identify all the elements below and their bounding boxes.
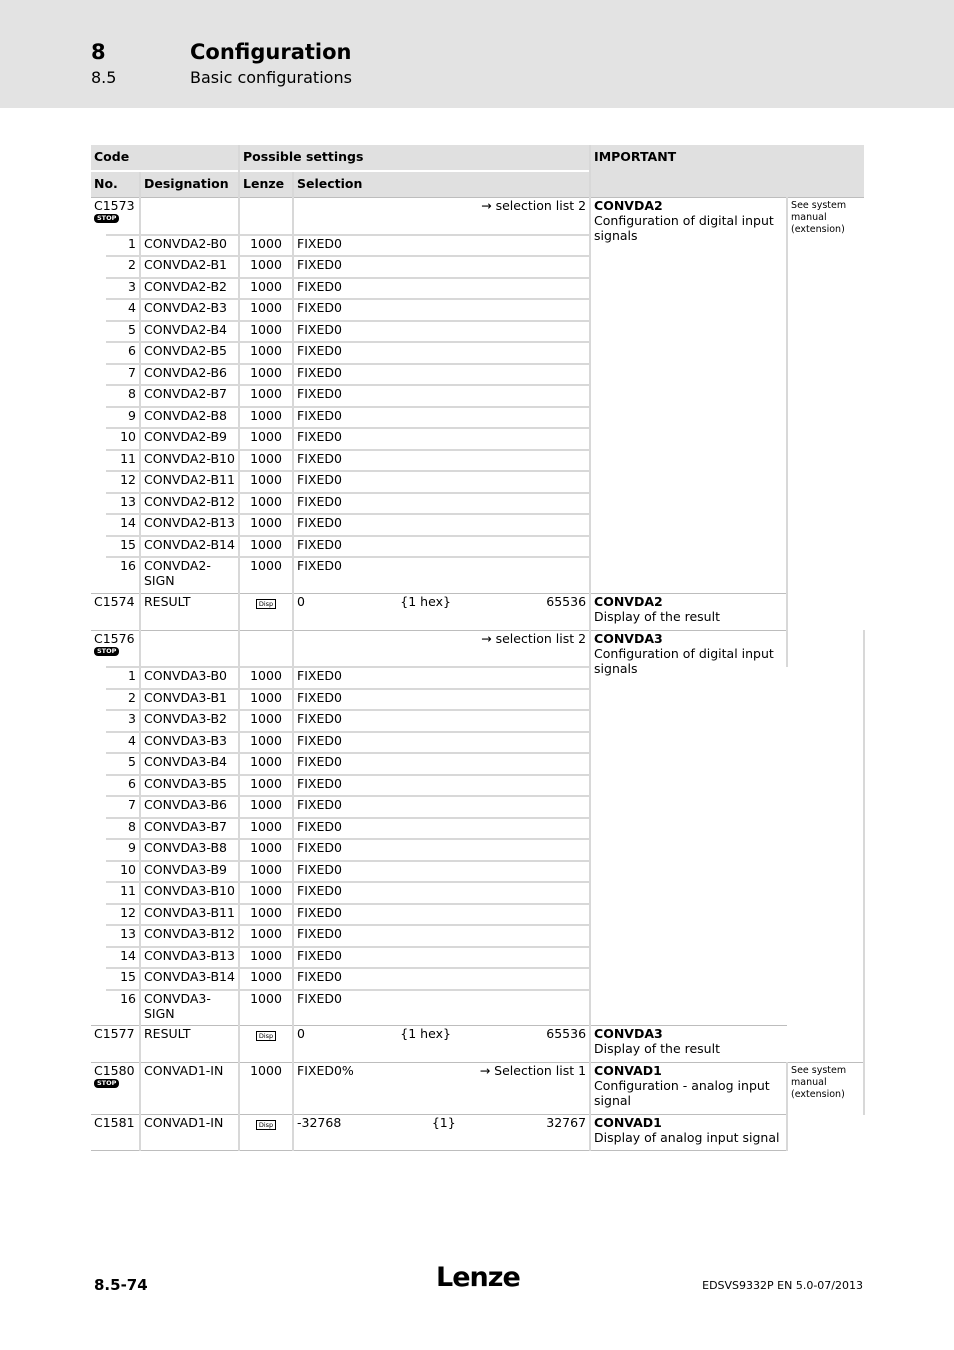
row-selection: FIXED0: [293, 278, 590, 300]
disp-cell: [239, 1115, 293, 1151]
important-title: CONVAD1: [594, 1115, 662, 1130]
indent-cell: [91, 278, 106, 300]
lenze-cell: [239, 198, 293, 235]
important-title: CONVDA2: [594, 198, 663, 213]
indent-cell: [91, 904, 106, 926]
designation-cell: CONVAD1-IN: [140, 1063, 239, 1115]
code-cell: [91, 198, 140, 235]
value-range-row: [297, 1115, 586, 1130]
row-designation: CONVDA3-B14: [140, 968, 239, 990]
indent-cell: [91, 947, 106, 969]
row-selection: FIXED0: [293, 235, 590, 257]
important-title: CONVAD1: [594, 1063, 662, 1078]
code-cell: [91, 593, 140, 630]
header-no: No.: [91, 171, 140, 198]
row-lenze: 1000: [239, 947, 293, 969]
row-number: 3: [106, 710, 140, 732]
row-lenze: 1000: [239, 753, 293, 775]
indent-cell: [91, 925, 106, 947]
row-selection: FIXED0: [293, 732, 590, 754]
lenze-cell: 1000: [239, 1063, 293, 1115]
indent-cell: [91, 256, 106, 278]
row-designation: CONVDA3-SIGN: [140, 990, 239, 1026]
row-designation: CONVDA2-B14: [140, 536, 239, 558]
indent-cell: [91, 514, 106, 536]
row-lenze: 1000: [239, 839, 293, 861]
row-designation: CONVDA2-B6: [140, 364, 239, 386]
row-selection: FIXED0: [293, 299, 590, 321]
row-lenze: 1000: [239, 775, 293, 797]
indent-cell: [91, 667, 106, 689]
selection-cell: → selection list 2: [293, 198, 590, 235]
range-step: {1 hex}: [400, 593, 451, 609]
disp-cell: [239, 593, 293, 630]
row-lenze: 1000: [239, 385, 293, 407]
indent-cell: [91, 753, 106, 775]
row-selection: FIXED0: [293, 839, 590, 861]
row-number: 11: [106, 882, 140, 904]
code-cell: [91, 1115, 140, 1151]
row-lenze: 1000: [239, 321, 293, 343]
range-max: 32767: [546, 1115, 587, 1130]
lenze-cell: [239, 630, 293, 667]
header-possible-settings: Possible settings: [239, 145, 590, 171]
row-designation: CONVDA3-B3: [140, 732, 239, 754]
row-designation: CONVDA3-B11: [140, 904, 239, 926]
row-designation: CONVDA3-B2: [140, 710, 239, 732]
designation-cell: CONVAD1-IN: [140, 1115, 239, 1151]
row-designation: CONVDA2-B12: [140, 493, 239, 515]
code-value: C1580: [94, 1063, 135, 1078]
selection-row: [297, 1063, 586, 1078]
row-selection: FIXED0: [293, 342, 590, 364]
row-selection: FIXED0: [293, 450, 590, 472]
row-lenze: 1000: [239, 968, 293, 990]
row-designation: CONVDA2-B4: [140, 321, 239, 343]
row-selection: FIXED0: [293, 775, 590, 797]
header-lenze: Lenze: [239, 171, 293, 198]
range-min: 0: [297, 593, 305, 609]
row-selection: FIXED0: [293, 514, 590, 536]
row-designation: CONVDA2-B9: [140, 428, 239, 450]
row-selection: FIXED0: [293, 364, 590, 386]
row-designation: CONVDA3-B0: [140, 667, 239, 689]
range-min: -32768: [297, 1115, 342, 1130]
important-cell: [590, 593, 787, 630]
table-row: [91, 593, 864, 630]
row-designation: CONVDA3-B6: [140, 796, 239, 818]
indent-cell: [91, 471, 106, 493]
indent-cell: [91, 428, 106, 450]
table-row: [91, 1026, 864, 1063]
value-range-row: [297, 1026, 586, 1041]
value-range: [293, 593, 590, 630]
display-icon: Disp: [256, 1120, 276, 1130]
row-designation: CONVDA3-B8: [140, 839, 239, 861]
row-number: 16: [106, 557, 140, 593]
row-designation: CONVDA2-B2: [140, 278, 239, 300]
see-system-manual-note: See system manual (extension): [787, 1063, 864, 1151]
row-designation: CONVDA2-B13: [140, 514, 239, 536]
value-range: [293, 1026, 590, 1063]
row-designation: CONVDA2-B1: [140, 256, 239, 278]
row-selection: FIXED0: [293, 428, 590, 450]
indent-cell: [91, 710, 106, 732]
indent-cell: [91, 299, 106, 321]
code-value: C1581: [94, 1115, 135, 1130]
row-lenze: 1000: [239, 667, 293, 689]
range-max: 65536: [546, 1026, 587, 1041]
indent-cell: [91, 557, 106, 593]
row-designation: CONVDA2-B11: [140, 471, 239, 493]
row-number: 13: [106, 493, 140, 515]
row-designation: CONVDA3-B7: [140, 818, 239, 840]
row-number: 1: [106, 235, 140, 257]
row-designation: CONVDA2-SIGN: [140, 557, 239, 593]
table-row: [91, 198, 864, 235]
indent-cell: [91, 689, 106, 711]
row-lenze: 1000: [239, 450, 293, 472]
row-lenze: 1000: [239, 990, 293, 1026]
stop-icon: STOP: [94, 214, 119, 223]
table-row: [91, 630, 864, 667]
important-text: Display of analog input signal: [594, 1130, 780, 1145]
row-lenze: 1000: [239, 796, 293, 818]
row-selection: FIXED0: [293, 536, 590, 558]
row-selection: FIXED0: [293, 710, 590, 732]
indent-cell: [91, 839, 106, 861]
row-selection: FIXED0: [293, 925, 590, 947]
stop-icon: STOP: [94, 1079, 119, 1088]
row-number: 15: [106, 968, 140, 990]
table-row: [91, 1063, 864, 1115]
row-number: 4: [106, 299, 140, 321]
row-number: 7: [106, 364, 140, 386]
disp-cell: [239, 1026, 293, 1063]
row-number: 5: [106, 321, 140, 343]
range-min: 0: [297, 1026, 305, 1041]
selection-cell: [293, 1063, 590, 1115]
row-lenze: 1000: [239, 256, 293, 278]
row-selection: FIXED0: [293, 818, 590, 840]
selection-value: FIXED0%: [297, 1063, 354, 1078]
row-selection: FIXED0: [293, 471, 590, 493]
important-cell: [590, 1063, 787, 1115]
row-lenze: 1000: [239, 342, 293, 364]
header-row-1: [91, 145, 864, 171]
row-number: 11: [106, 450, 140, 472]
row-lenze: 1000: [239, 882, 293, 904]
designation-cell: RESULT: [140, 593, 239, 630]
row-lenze: 1000: [239, 925, 293, 947]
lenze-logo: Lenze: [436, 1262, 520, 1293]
row-selection: FIXED0: [293, 407, 590, 429]
important-cell: [590, 1115, 787, 1151]
row-lenze: 1000: [239, 364, 293, 386]
important-text: Configuration of digital input signals: [594, 213, 774, 243]
code-cell: [91, 1026, 140, 1063]
row-lenze: 1000: [239, 904, 293, 926]
row-number: 10: [106, 861, 140, 883]
code-value: C1573: [94, 198, 135, 213]
row-selection: FIXED0: [293, 385, 590, 407]
important-title: CONVDA3: [594, 630, 663, 646]
important-cell: [590, 1026, 787, 1063]
row-lenze: 1000: [239, 471, 293, 493]
indent-cell: [91, 818, 106, 840]
section-number: 8.5: [91, 68, 117, 87]
row-selection: FIXED0: [293, 321, 590, 343]
row-selection: FIXED0: [293, 947, 590, 969]
range-max: 65536: [546, 593, 587, 609]
value-range-row: [297, 594, 586, 609]
row-number: 14: [106, 514, 140, 536]
row-selection: FIXED0: [293, 796, 590, 818]
row-number: 15: [106, 536, 140, 558]
row-lenze: 1000: [239, 514, 293, 536]
indent-cell: [91, 385, 106, 407]
row-selection: FIXED0: [293, 753, 590, 775]
indent-cell: [91, 450, 106, 472]
important-title: CONVDA3: [594, 1026, 663, 1041]
code-value: C1576: [94, 630, 135, 646]
indent-cell: [91, 342, 106, 364]
row-selection: FIXED0: [293, 493, 590, 515]
page-header: [0, 0, 954, 108]
indent-cell: [91, 321, 106, 343]
selection-list-link: → Selection list 1: [479, 1063, 587, 1078]
row-lenze: 1000: [239, 235, 293, 257]
chapter-title: Configuration: [190, 40, 352, 64]
range-step: {1}: [431, 1115, 456, 1130]
important-text: Configuration - analog input signal: [594, 1078, 770, 1108]
row-number: 16: [106, 990, 140, 1026]
indent-cell: [91, 536, 106, 558]
row-designation: CONVDA3-B5: [140, 775, 239, 797]
row-number: 6: [106, 775, 140, 797]
indent-cell: [91, 235, 106, 257]
row-designation: CONVDA3-B4: [140, 753, 239, 775]
row-number: 7: [106, 796, 140, 818]
code-cell: [91, 630, 140, 667]
important-text: Display of the result: [594, 608, 720, 624]
row-designation: CONVDA3-B9: [140, 861, 239, 883]
row-lenze: 1000: [239, 428, 293, 450]
code-table: [91, 145, 864, 1151]
row-designation: CONVDA2-B0: [140, 235, 239, 257]
row-designation: CONVDA2-B5: [140, 342, 239, 364]
header-selection: Selection: [293, 171, 590, 198]
row-number: 6: [106, 342, 140, 364]
row-number: 3: [106, 278, 140, 300]
row-number: 2: [106, 256, 140, 278]
row-lenze: 1000: [239, 732, 293, 754]
row-number: 2: [106, 689, 140, 711]
row-lenze: 1000: [239, 299, 293, 321]
row-designation: CONVDA3-B10: [140, 882, 239, 904]
indent-cell: [91, 364, 106, 386]
row-selection: FIXED0: [293, 667, 590, 689]
indent-cell: [91, 775, 106, 797]
indent-cell: [91, 796, 106, 818]
designation-cell: [140, 630, 239, 667]
section-title: Basic configurations: [190, 68, 352, 87]
row-designation: CONVDA3-B1: [140, 689, 239, 711]
row-selection: FIXED0: [293, 557, 590, 593]
document-id: EDSVS9332P EN 5.0-07/2013: [702, 1279, 863, 1292]
indent-cell: [91, 990, 106, 1026]
row-lenze: 1000: [239, 689, 293, 711]
row-number: 1: [106, 667, 140, 689]
indent-cell: [91, 493, 106, 515]
indent-cell: [91, 861, 106, 883]
row-number: 9: [106, 407, 140, 429]
table-row: [91, 1115, 864, 1151]
row-designation: CONVDA2-B7: [140, 385, 239, 407]
row-selection: FIXED0: [293, 861, 590, 883]
header-designation: Designation: [140, 171, 239, 198]
row-selection: FIXED0: [293, 882, 590, 904]
important-text: Configuration of digital input signals: [594, 645, 774, 676]
row-number: 13: [106, 925, 140, 947]
row-number: 14: [106, 947, 140, 969]
row-number: 8: [106, 818, 140, 840]
code-cell: [91, 1063, 140, 1115]
row-number: 9: [106, 839, 140, 861]
important-text: Display of the result: [594, 1041, 720, 1056]
display-icon: Disp: [256, 599, 276, 609]
indent-cell: [91, 968, 106, 990]
row-selection: FIXED0: [293, 990, 590, 1026]
code-value: C1577: [94, 1026, 135, 1041]
row-number: 12: [106, 904, 140, 926]
row-lenze: 1000: [239, 710, 293, 732]
row-selection: FIXED0: [293, 968, 590, 990]
row-designation: CONVDA3-B13: [140, 947, 239, 969]
stop-icon: STOP: [94, 647, 119, 656]
designation-cell: [140, 198, 239, 235]
header-important: IMPORTANT: [590, 145, 864, 198]
chapter-number: 8: [91, 40, 106, 64]
see-system-manual-note: See system manual (extension): [787, 198, 864, 668]
important-cell: [590, 198, 787, 594]
row-lenze: 1000: [239, 557, 293, 593]
row-lenze: 1000: [239, 493, 293, 515]
range-step: {1 hex}: [400, 1026, 451, 1041]
row-number: 4: [106, 732, 140, 754]
row-designation: CONVDA2-B10: [140, 450, 239, 472]
row-selection: FIXED0: [293, 689, 590, 711]
code-value: C1574: [94, 593, 135, 609]
row-lenze: 1000: [239, 278, 293, 300]
important-cell: [590, 630, 787, 1026]
selection-cell: → selection list 2: [293, 630, 590, 667]
row-number: 5: [106, 753, 140, 775]
designation-cell: RESULT: [140, 1026, 239, 1063]
row-number: 12: [106, 471, 140, 493]
row-selection: FIXED0: [293, 904, 590, 926]
row-selection: FIXED0: [293, 256, 590, 278]
row-lenze: 1000: [239, 536, 293, 558]
row-lenze: 1000: [239, 818, 293, 840]
row-designation: CONVDA3-B12: [140, 925, 239, 947]
indent-cell: [91, 882, 106, 904]
page-number: 8.5-74: [94, 1276, 148, 1294]
indent-cell: [91, 732, 106, 754]
row-number: 10: [106, 428, 140, 450]
row-designation: CONVDA2-B3: [140, 299, 239, 321]
display-icon: Disp: [256, 1031, 276, 1041]
header-code: Code: [91, 145, 239, 171]
row-lenze: 1000: [239, 407, 293, 429]
value-range: [293, 1115, 590, 1151]
row-lenze: 1000: [239, 861, 293, 883]
indent-cell: [91, 407, 106, 429]
row-designation: CONVDA2-B8: [140, 407, 239, 429]
row-number: 8: [106, 385, 140, 407]
important-title: CONVDA2: [594, 593, 663, 609]
